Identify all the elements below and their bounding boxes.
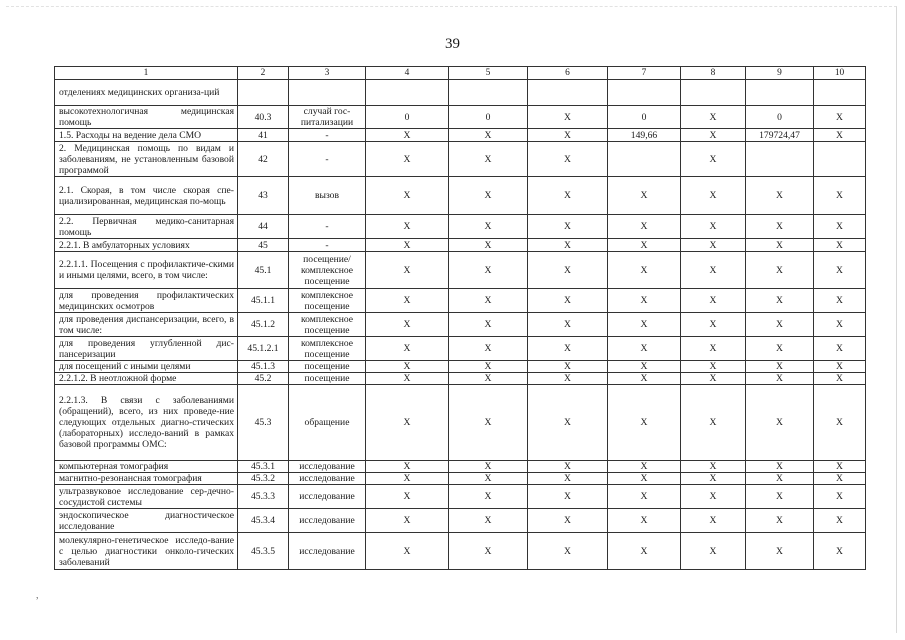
- table-cell: 44: [238, 215, 289, 239]
- table-cell: X: [681, 473, 746, 485]
- column-header: 1: [55, 67, 238, 80]
- table-cell: X: [608, 289, 681, 313]
- table-cell: X: [528, 289, 608, 313]
- table-cell: X: [814, 215, 866, 239]
- table-cell: X: [746, 361, 814, 373]
- table-cell: X: [528, 215, 608, 239]
- table-cell: X: [681, 289, 746, 313]
- table-cell: X: [681, 485, 746, 509]
- table-cell: исследование: [289, 473, 366, 485]
- row-label: высокотехнологичная медицинская помощь: [55, 106, 238, 129]
- column-header: 2: [238, 67, 289, 80]
- table-row: [55, 80, 866, 106]
- table-cell: [449, 80, 528, 106]
- table-cell: X: [366, 177, 449, 215]
- table-cell: X: [449, 142, 528, 177]
- table-cell: X: [746, 215, 814, 239]
- row-label: 1.5. Расходы на ведение дела СМО: [55, 129, 238, 142]
- table-cell: X: [608, 509, 681, 533]
- table-cell: X: [608, 313, 681, 337]
- table-cell: 45.1.2.1: [238, 337, 289, 361]
- table-row: [55, 106, 866, 129]
- table-cell: X: [449, 252, 528, 289]
- table-cell: комплексное посещение: [289, 313, 366, 337]
- table-cell: X: [528, 106, 608, 129]
- table-row: [55, 215, 866, 239]
- table-cell: X: [528, 461, 608, 473]
- column-header: 8: [681, 67, 746, 80]
- data-table: [54, 66, 866, 570]
- table-cell: X: [814, 129, 866, 142]
- table-cell: 42: [238, 142, 289, 177]
- table-row: [55, 337, 866, 361]
- table-cell: 0: [746, 106, 814, 129]
- table-cell: посещение/ комплексное посещение: [289, 252, 366, 289]
- column-header: 3: [289, 67, 366, 80]
- table-cell: X: [746, 461, 814, 473]
- table-row: [55, 177, 866, 215]
- table-cell: X: [681, 215, 746, 239]
- table-cell: [528, 80, 608, 106]
- table-cell: 45.3: [238, 385, 289, 461]
- table-cell: X: [449, 373, 528, 385]
- table-row: [55, 129, 866, 142]
- table-cell: X: [746, 385, 814, 461]
- page-number: 39: [445, 36, 460, 52]
- table-cell: [681, 80, 746, 106]
- table-cell: X: [528, 385, 608, 461]
- table-cell: X: [528, 252, 608, 289]
- table-cell: X: [366, 252, 449, 289]
- table-cell: X: [528, 485, 608, 509]
- column-header: 7: [608, 67, 681, 80]
- table-cell: X: [449, 337, 528, 361]
- table-cell: X: [449, 289, 528, 313]
- table-cell: X: [814, 385, 866, 461]
- table-cell: 45.3.1: [238, 461, 289, 473]
- table-cell: X: [528, 509, 608, 533]
- table-cell: обращение: [289, 385, 366, 461]
- table-cell: X: [814, 239, 866, 252]
- table-row: [55, 313, 866, 337]
- table-cell: 45.2: [238, 373, 289, 385]
- table-cell: X: [449, 509, 528, 533]
- table-cell: X: [449, 239, 528, 252]
- table-cell: X: [366, 337, 449, 361]
- table-cell: X: [814, 313, 866, 337]
- table-cell: случай гос-питализации: [289, 106, 366, 129]
- table-cell: комплексное посещение: [289, 337, 366, 361]
- table-cell: X: [746, 252, 814, 289]
- table-cell: X: [814, 177, 866, 215]
- table-cell: X: [366, 509, 449, 533]
- table-cell: [814, 80, 866, 106]
- table-cell: X: [528, 313, 608, 337]
- table-cell: X: [814, 289, 866, 313]
- column-header: 6: [528, 67, 608, 80]
- table-cell: X: [681, 129, 746, 142]
- table-cell: исследование: [289, 461, 366, 473]
- table-cell: X: [528, 129, 608, 142]
- table-cell: X: [366, 239, 449, 252]
- table-cell: 45.1.2: [238, 313, 289, 337]
- table-cell: X: [608, 252, 681, 289]
- table-cell: X: [746, 533, 814, 570]
- table-cell: X: [449, 177, 528, 215]
- table-cell: X: [366, 289, 449, 313]
- table-row: [55, 373, 866, 385]
- table-cell: X: [746, 177, 814, 215]
- row-label: 2.2.1. В амбулаторных условиях: [55, 239, 238, 252]
- table-cell: X: [814, 473, 866, 485]
- table-cell: 0: [449, 106, 528, 129]
- table-cell: [366, 80, 449, 106]
- row-label: компьютерная томография: [55, 461, 238, 473]
- row-label: для проведения углубленной дис-пансеризации: [55, 337, 238, 361]
- scan-mark: ,: [36, 590, 39, 601]
- table-cell: X: [366, 215, 449, 239]
- table-cell: 41: [238, 129, 289, 142]
- table-cell: 45.3.4: [238, 509, 289, 533]
- table-cell: X: [449, 473, 528, 485]
- table-cell: X: [814, 373, 866, 385]
- table-cell: X: [449, 129, 528, 142]
- row-label: 2. Медицинская помощь по видам и заболеваниям, не установленным базовой программой: [55, 142, 238, 177]
- table-row: [55, 509, 866, 533]
- table-cell: исследование: [289, 485, 366, 509]
- table-cell: X: [746, 509, 814, 533]
- table-cell: исследование: [289, 509, 366, 533]
- table-cell: X: [608, 239, 681, 252]
- table-row: [55, 385, 866, 461]
- row-label: для проведения диспансеризации, всего, в том числе:: [55, 313, 238, 337]
- table-cell: X: [449, 461, 528, 473]
- table-row: [55, 533, 866, 570]
- table-cell: X: [366, 461, 449, 473]
- table-cell: X: [681, 461, 746, 473]
- table-row: [55, 239, 866, 252]
- table-cell: X: [366, 313, 449, 337]
- row-label: для посещений с иными целями: [55, 361, 238, 373]
- table-cell: [814, 142, 866, 177]
- table-cell: X: [366, 361, 449, 373]
- table-cell: X: [449, 361, 528, 373]
- row-label: молекулярно-генетическое исследо-вание с целью диагностики онколо-гических заболеваний: [55, 533, 238, 570]
- table-cell: X: [681, 106, 746, 129]
- table-cell: X: [681, 509, 746, 533]
- row-label: отделениях медицинских организа-ций: [55, 80, 238, 106]
- table-cell: X: [608, 533, 681, 570]
- row-label: для проведения профилактических медицинских осмотров: [55, 289, 238, 313]
- table-cell: X: [528, 337, 608, 361]
- table-cell: X: [528, 239, 608, 252]
- table-cell: X: [814, 509, 866, 533]
- table-cell: 45: [238, 239, 289, 252]
- table-row: [55, 361, 866, 373]
- table-cell: X: [814, 252, 866, 289]
- table-cell: X: [746, 239, 814, 252]
- table-cell: X: [608, 461, 681, 473]
- table-cell: 0: [608, 106, 681, 129]
- table-cell: 45.1: [238, 252, 289, 289]
- table-cell: X: [746, 313, 814, 337]
- table-cell: X: [528, 533, 608, 570]
- table-cell: X: [681, 337, 746, 361]
- table-cell: X: [608, 485, 681, 509]
- table-header-row: [55, 67, 866, 80]
- table-cell: [289, 80, 366, 106]
- table-cell: 45.3.5: [238, 533, 289, 570]
- table-cell: X: [814, 485, 866, 509]
- table-cell: X: [608, 473, 681, 485]
- table-cell: -: [289, 215, 366, 239]
- row-label: 2.1. Скорая, в том числе скорая спе-циализированная, медицинская по-мощь: [55, 177, 238, 215]
- row-label: 2.2.1.1. Посещения с профилактиче-скими и иными целями, всего, в том числе:: [55, 252, 238, 289]
- table-cell: X: [814, 337, 866, 361]
- table-cell: X: [366, 385, 449, 461]
- column-header: 4: [366, 67, 449, 80]
- table-cell: X: [608, 177, 681, 215]
- table-cell: 149,66: [608, 129, 681, 142]
- table-cell: 45.1.3: [238, 361, 289, 373]
- table-cell: X: [681, 313, 746, 337]
- table-cell: -: [289, 142, 366, 177]
- table-cell: X: [608, 215, 681, 239]
- table-cell: 0: [366, 106, 449, 129]
- row-label: ультразвуковое исследование сер-дечно-сосудистой системы: [55, 485, 238, 509]
- table-cell: 45.3.3: [238, 485, 289, 509]
- row-label: 2.2.1.3. В связи с заболеваниями (обращений), всего, из них проведе-ние следующих отдельных диагно-стических (лабораторных) исследо-ваний в рамках базовой программы ОМС:: [55, 385, 238, 461]
- table-cell: X: [681, 385, 746, 461]
- table-cell: X: [681, 373, 746, 385]
- table-cell: X: [366, 485, 449, 509]
- table-cell: X: [681, 239, 746, 252]
- row-label: 2.2.1.2. В неотложной форме: [55, 373, 238, 385]
- table-cell: [238, 80, 289, 106]
- column-header: 10: [814, 67, 866, 80]
- table-cell: X: [746, 473, 814, 485]
- table-cell: X: [681, 142, 746, 177]
- table-cell: [608, 80, 681, 106]
- table-row: [55, 473, 866, 485]
- table-row: [55, 252, 866, 289]
- table-cell: X: [814, 106, 866, 129]
- table-cell: X: [366, 473, 449, 485]
- table-cell: [746, 80, 814, 106]
- table-cell: 45.3.2: [238, 473, 289, 485]
- table-cell: X: [528, 373, 608, 385]
- table-row: [55, 142, 866, 177]
- table-cell: X: [746, 485, 814, 509]
- row-label: магнитно-резонансная томография: [55, 473, 238, 485]
- table-cell: X: [608, 361, 681, 373]
- table-cell: 45.1.1: [238, 289, 289, 313]
- table-cell: X: [814, 361, 866, 373]
- table-cell: X: [449, 485, 528, 509]
- column-header: 5: [449, 67, 528, 80]
- table-cell: X: [746, 373, 814, 385]
- table-cell: 179724,47: [746, 129, 814, 142]
- table-cell: X: [366, 142, 449, 177]
- table-cell: X: [746, 337, 814, 361]
- table-cell: X: [366, 129, 449, 142]
- column-header: 9: [746, 67, 814, 80]
- table-cell: [608, 142, 681, 177]
- table-cell: X: [528, 361, 608, 373]
- table-cell: X: [814, 533, 866, 570]
- table-cell: X: [528, 177, 608, 215]
- table-cell: X: [608, 385, 681, 461]
- table-cell: X: [528, 142, 608, 177]
- table-cell: X: [814, 461, 866, 473]
- row-label: эндоскопическое диагностическое исследование: [55, 509, 238, 533]
- table-cell: X: [449, 533, 528, 570]
- table-cell: X: [449, 385, 528, 461]
- table-cell: X: [449, 215, 528, 239]
- table-cell: -: [289, 129, 366, 142]
- table-cell: X: [681, 533, 746, 570]
- table-cell: X: [366, 533, 449, 570]
- table-cell: посещение: [289, 361, 366, 373]
- table-cell: [746, 142, 814, 177]
- table-cell: -: [289, 239, 366, 252]
- table-row: [55, 461, 866, 473]
- table-cell: вызов: [289, 177, 366, 215]
- table-cell: X: [449, 313, 528, 337]
- table-cell: X: [366, 373, 449, 385]
- table-cell: X: [681, 252, 746, 289]
- table-cell: 40.3: [238, 106, 289, 129]
- table-cell: X: [608, 373, 681, 385]
- table-cell: X: [746, 289, 814, 313]
- table-cell: комплексное посещение: [289, 289, 366, 313]
- table-cell: X: [681, 177, 746, 215]
- table-cell: X: [681, 361, 746, 373]
- table-cell: исследование: [289, 533, 366, 570]
- table-cell: X: [608, 337, 681, 361]
- row-label: 2.2. Первичная медико-санитарная помощь: [55, 215, 238, 239]
- table-cell: посещение: [289, 373, 366, 385]
- table-row: [55, 289, 866, 313]
- table-cell: 43: [238, 177, 289, 215]
- table-row: [55, 485, 866, 509]
- table-cell: X: [528, 473, 608, 485]
